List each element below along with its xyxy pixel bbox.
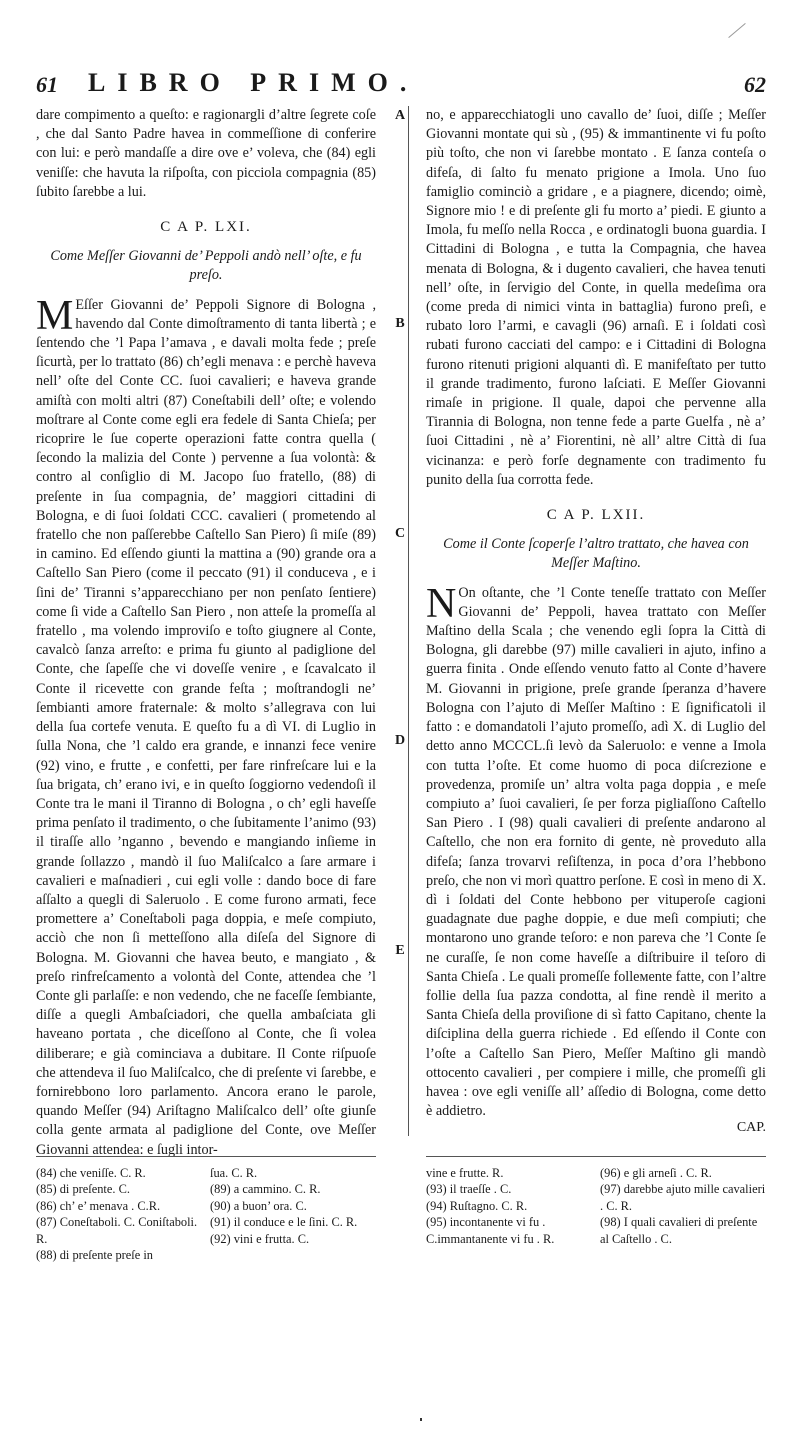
footnote: (90) a buon’ ora. C. [210, 1198, 307, 1213]
footnote: (86) ch’ e’ menava . C.R. [36, 1198, 161, 1213]
right-continuation-paragraph: no, e apparecchiatogli uno cavallo de’ ſuoi, diſſe ; Meſſer Giovanni montate qui sù , (95) & immantinente vi fu poſto più toſto, che non vi ſarebbe montato . E ſanza conteſa o difeſa, di ſalto fu menato prigione a Imola. Uno ſuo famiglio cominciò a gridare , e a piagnere, dicendo; oimè, Signore mio ! e di preſente gli fu morto a’ piedi. E giunto a Imola, fu meſſo nella Rocca , e ordinatogli buona guardia. I Cittadini di Bologna , e tutta la Compagnia, che havea menata di Bologna, & i dugento cavalieri, che havea tenuti nell’ oſte, in ſervigio del Conte, in quella medeſima ora (come preda di nimici vinta in battaglia) furono preſi, e rubato loro l’armi, e cavagli (96) arnaſi. E i ſoldati così rubati furono cacciati del campo: e i Cittadini di Bologna furono ritenuti prigioni alquanti dì. E manifeſtato per tutto il grande tradimento, furono laſciati. E Meſſer Giovanni rimaſe in prigione. Il quale, dapoi che pervenne alla Tirannia di Bologna, non tenne fede a parte Guelfa , nè a’ ſuoi Cittadini , nè a’ Fiorentini, nè all’ altre Città di ſua vicinanza: e però forſe degnamente con tradimento fu punito della ſua corrotta fede. [426, 107, 766, 488]
chapter-lxi-text [36, 292, 376, 1160]
chapter-subtitle-lxii: Come il Conte ſcoperſe l’altro trattato, che havea con Meſſer Maſtino. [443, 536, 749, 572]
book-page [36, 68, 766, 1408]
footnote: (96) e gli arneſi . C. R. [600, 1166, 712, 1180]
chapter-heading-lxii: C A P. LXII. [546, 507, 646, 524]
margin-letter-c: C [394, 526, 406, 541]
dropcap-n: N [426, 580, 457, 627]
paper-mark [728, 23, 745, 38]
footnote: (91) il conduce e le ſini. C. R. [210, 1215, 358, 1230]
footnotes-right [426, 1156, 766, 1247]
footnotes-left [36, 1156, 376, 1263]
running-header [36, 68, 766, 104]
footnote: (84) che veniſſe. C. R. [36, 1166, 146, 1180]
left-opening-paragraph: dare compimento a queſto: e ragionargli d’altre ſegrete coſe , che dal Santo Padre havea in commeſſione di conferire con lui: e però mandaſſe a dire ove e’ voleva, che (84) egli veniſſe: che havuta la riſpoſta, con picciola compagnia (85) ſubito ſarebbe a lui. [36, 107, 376, 200]
footnote: vine e frutte. R. [426, 1166, 504, 1180]
chapter-heading-lxi: C A P. LXI. [160, 219, 252, 236]
footnote: (89) a cammino. C. R. [210, 1182, 321, 1197]
chapter-lxi-body: Eſſer Giovanni de’ Peppoli Signore di Bologna , havendo dal Conte dimoſtramento di tanta libertà ; e ſentendo che ’l Papa l’amava , e davali molta fede ; preſe ſicurtà, per lo trattato (86) ch’egli menava : e perchè haveva nell’ oſte del Conte CC. ſuoi cavalieri; e haveva grande amiſtà con molti altri (87) Coneſtabili dell’ oſte; e volendo moſtrare al Conte come egli era fedele di Santa Chieſa; per ricoprire le ſue coperte operazioni fatte contra quella ( ſecondo la malizia del Conte ) pervenne a ſua volontà: & contro al conſiglio di M. Jacopo ſuo fratello, (88) di preſente in ſua compagnia, de’ maggiori cittadini di Bologna, e di ſuoi ſoldati CCC. cavalieri ( prometendo al fratello che non paſſerebbe Caſtello San Piero) ſi miſe (89) in camino. Ed eſſendo giunti la mattina a (90) grande ora a Caſtello San Piero (come il peccato (91) il conduceva , e i ſini de’ Tiranni s’apparecchiano per non penſato ſentiere) come ſi vide a Caſtello San Piero , non atteſe la promeſſa al fratello , ma volendo improviſo e toſto giugnere al Conte, cavalcò ſanza arreſto: e prima fu giunto al padiglione del Conte, che ſapeſſe che vi doveſſe venire , e ſcavalcato il Conte il ricevette con grande feſta ; moſtrandogli ne’ ſembianti amore fraternale: & molto s’allegrava con lui della ſua cortefe venuta. E queſto fu a dì VI. di Luglio in ſulla Nona, che ’l caldo era grande, e innanzi fece venire (92) vino, e frutte , e confetti, per fare rinfreſcare lui e la ſua brigata, ch’ erano ivi, e in queſto ſoggiorno vedendoſi il Conte tra le mani il Tiranno di Bologna , o ch’ egli haveſſe prima penſato il tradimento, o che ſubitamente l’animo (93) il tiraſſe allo ’nganno , bevendo e mangiando inſieme in grande ſollazzo , mandò il ſuo Maliſcalco a ſare armare i cavalieri e maſnadieri , cui egli volle : dando boce di fare aſſalto a quegli di Saleruolo . E come furono armati, fece promettere a’ Coneſtaboli paga doppia, e meſe compiuto, acciò che non ſi metteſſono alla diſeſa del Signore di Bologna. M. Giovanni che havea beuto, e mangiato , & preſo rinfreſcamento a volontà del Conte, attendea che ’l Conte gli parlaſſe: e non vedendo, che ne faceſſe ſembiante, diſſe a quegli Ambaſciadori, che quella ambaſciata gli haveano portata , che diceſſono al Conte, che ſi volea diliberare; e già cominciava a dubitare. Il Conte riſpuoſe che attendeva il ſuo Maliſcalco, che di preſente vi ſarebbe, e fornirebbono loro parlamento. Ancora erano le parole, quando Meſſer (94) Ariſtagno Maliſcalco dell’ oſte giunſe colla gente armata al padiglione del Conte, ove Meſſer Giovanni attendea: e ſugli intor- [36, 296, 376, 1158]
footnote: (92) vini e frutta. C. [210, 1231, 310, 1246]
footnote: (95) incontanente vi fu . C.immantanente vi fu . R. [426, 1215, 555, 1246]
margin-letter-a: A [394, 108, 406, 123]
chapter-subtitle-lxi: Come Meſſer Giovanni de’ Peppoli andò nell’ oſte, e fu preſo. [50, 248, 362, 284]
margin-letter-b: B [395, 316, 405, 331]
footnote: (97) darebbe ajuto mille cavalieri . C. R. [600, 1182, 766, 1213]
catchword: CAP. [736, 1120, 766, 1135]
page-number-left: 61 [36, 72, 58, 97]
footnote: (98) I quali cavalieri di preſente al Caſtello . C. [600, 1215, 758, 1246]
paper-speck [420, 1418, 422, 1421]
chapter-lxii-body: On oſtante, che ’l Conte teneſſe trattato con Meſſer Giovanni de’ Peppoli, havea trattato con Meſſer Maſtino della Scala ; che venendo egli ſopra la Città di Bologna, gli darebbe (97) mille cavalieri in ajuto, infino a guerra finita . Onde eſſendo venuto fatto al Conte d’havere M. Giovanni in prigione, preſe grande ſperanza d’havere Bologna con l’ajuto di Meſſer Maſtino : E ſignificatoli il fatto : e domandatoli l’ajuto promeſſo, adì X. di Luglio del detto anno MCCCL.ſi levò da Saleruolo: e venne a Imola con tutta l’oſte. Et come huomo di poca diſcrezione e provedenza, promiſe un’ altra volta paga doppia , e meſe compiuto a’ ſuoi cavalieri, ſe per forza pigliaſſono Caſtello San Piero . I (98) quali cavalieri di preſente andarono al Caſtello, che non era fornito di gente, nè proveduto alla difeſa; ſanza trovarvi reſiſtenza, in poca d’ora l’hebbono preſo, che non vi morì quattro perſone. E così in meno di X. dì i ſoldati del Conte hebbono per vituperoſe cagioni guadagnate due paghe doppie, e due meſi compiuti; che montarono uno grande teſoro: e non pareva che ’l Conte ſe ne curaſſe, ſe non come haveſſe a diſtribuire il teſoro di Santa Chieſa . Le quali promeſſe folleмente fatte, con l’altre follie della ſua pazza condotta, al fine rendè il merito a Santa Chieſa della proviſione di sì fatto Capitano, chente la diſciplina della guerra richiede . Ed eſſendo il Conte con l’oſte a Caſtello San Piero, Meſſer Maſtino gli mandò ottocento cavalieri , per compiere i mille, che promeſſi gli havea : ove egli veniſſe all’ aſſedio di Bologna, come detto è addietro. [426, 584, 766, 1120]
footnote: (88) di preſente preſe in [36, 1248, 153, 1263]
margin-letter-e: E [395, 943, 405, 958]
left-column [36, 106, 376, 1160]
footnote: (85) di preſente. C. [36, 1182, 130, 1197]
chapter-lxii-text [426, 580, 766, 1122]
footnote: (94) Ruſtagno. C. R. [426, 1198, 528, 1213]
footnote: (93) il traeſſe . C. [426, 1182, 512, 1197]
footnote: ſua. C. R. [210, 1166, 258, 1180]
margin-letter-d: D [394, 733, 406, 748]
dropcap-m: M [36, 292, 74, 339]
footnote: (87) Coneſtaboli. C. Coniſtaboli. R. [36, 1215, 198, 1246]
running-title: LIBRO PRIMO. [88, 68, 419, 97]
column-divider [408, 106, 409, 1136]
right-column [426, 106, 766, 1121]
page-number-right: 62 [744, 72, 766, 97]
